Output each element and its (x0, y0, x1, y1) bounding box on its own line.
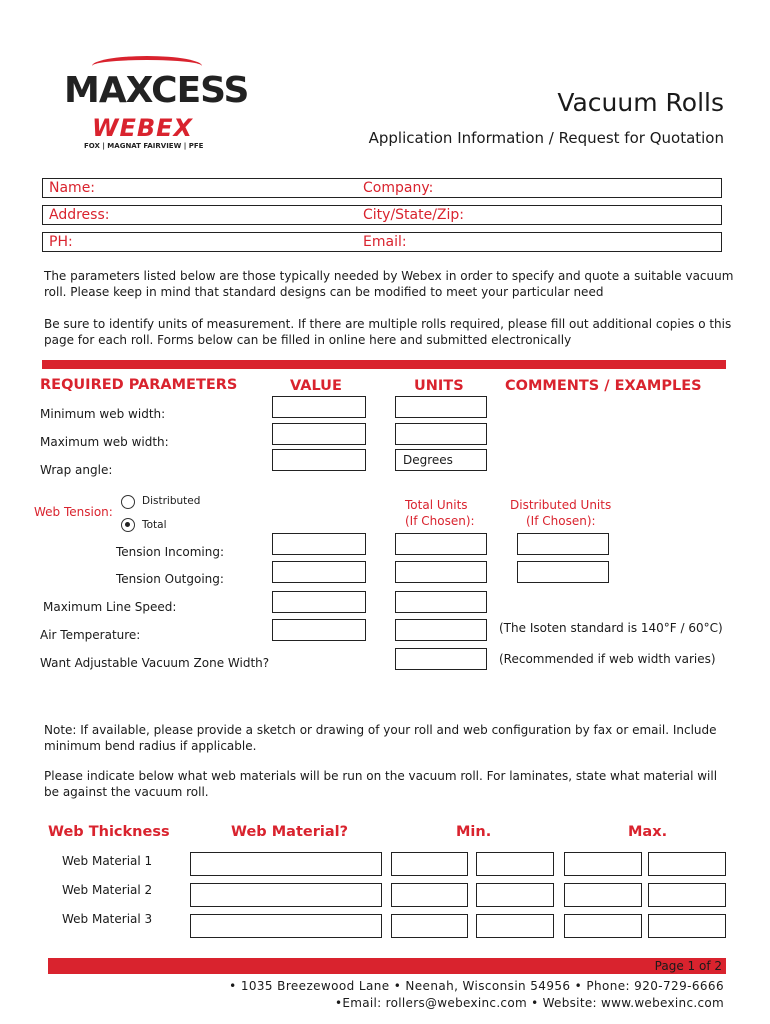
address-label: Address: (49, 207, 110, 223)
page-number: Page 1 of 2 (654, 959, 722, 973)
web-material-3-min-b[interactable] (476, 914, 554, 938)
adjustable-zone-note: (Recommended if web width varies) (499, 652, 716, 666)
web-material-3-input[interactable] (190, 914, 382, 938)
footer-address: • 1035 Breezewood Lane • Neenah, Wisconsin 54956 • Phone: 920-729-6666 (229, 979, 724, 993)
adjustable-zone-value[interactable] (395, 648, 487, 670)
tension-outgoing-label: Tension Outgoing: (116, 572, 224, 586)
tension-outgoing-dist-units[interactable] (517, 561, 609, 583)
units-header: UNITS (414, 378, 464, 394)
min-header: Min. (456, 824, 492, 840)
max-header: Max. (628, 824, 668, 840)
web-material-1-max-a[interactable] (564, 852, 642, 876)
wrap-angle-label: Wrap angle: (40, 463, 113, 477)
web-material-3-max-a[interactable] (564, 914, 642, 938)
tension-outgoing-units[interactable] (395, 561, 487, 583)
logo-sub-brand: WEBEX (92, 114, 194, 142)
maxcess-logo (64, 64, 249, 154)
logo-tagline: FOX | MAGNAT FAIRVIEW | PFE (84, 142, 204, 150)
distributed-label: Distributed (142, 495, 201, 507)
distributed-units-caption-2: (If Chosen): (526, 514, 596, 528)
phone-label: PH: (49, 234, 73, 250)
contact-row-name[interactable] (42, 178, 722, 198)
required-parameters-header: REQUIRED PARAMETERS (40, 377, 238, 393)
min-web-width-value[interactable] (272, 396, 366, 418)
email-label: Email: (363, 234, 407, 250)
web-thickness-header: Web Thickness (48, 824, 170, 840)
web-material-1-min-a[interactable] (391, 852, 468, 876)
adjustable-zone-label: Want Adjustable Vacuum Zone Width? (40, 656, 270, 670)
web-material-2-input[interactable] (190, 883, 382, 907)
tension-incoming-label: Tension Incoming: (116, 545, 224, 559)
max-web-width-label: Maximum web width: (40, 435, 169, 449)
value-header: VALUE (290, 378, 342, 394)
web-material-2-max-b[interactable] (648, 883, 726, 907)
tension-incoming-value[interactable] (272, 533, 366, 555)
name-label: Name: (49, 180, 96, 196)
max-web-width-units[interactable] (395, 423, 487, 445)
air-temperature-note: (The Isoten standard is 140°F / 60°C) (499, 621, 723, 635)
min-web-width-label: Minimum web width: (40, 407, 166, 421)
web-material-1-max-b[interactable] (648, 852, 726, 876)
page-title: Vacuum Rolls (557, 88, 724, 117)
footer-contact: •Email: rollers@webexinc.com • Website: www.webexinc.com (335, 996, 724, 1010)
materials-instruction: Please indicate below what web materials will be run on the vacuum roll. For laminates, state what material will be against the vacuum roll. (44, 769, 718, 799)
intro-paragraph-1: The parameters listed below are those typically needed by Webex in order to specify and quote a suitable vacuum roll. Please keep in mind that standard designs can be modified to meet your particular need (44, 269, 734, 299)
air-temperature-label: Air Temperature: (40, 628, 141, 642)
web-material-1-label: Web Material 1 (62, 854, 153, 868)
tension-incoming-units[interactable] (395, 533, 487, 555)
web-material-1-input[interactable] (190, 852, 382, 876)
max-line-speed-value[interactable] (272, 591, 366, 613)
web-material-2-min-a[interactable] (391, 883, 468, 907)
max-line-speed-label: Maximum Line Speed: (43, 600, 177, 614)
web-material-3-min-a[interactable] (391, 914, 468, 938)
tension-outgoing-value[interactable] (272, 561, 366, 583)
web-material-3-max-b[interactable] (648, 914, 726, 938)
footer-bar (48, 958, 726, 974)
web-material-3-label: Web Material 3 (62, 912, 153, 926)
page-subtitle: Application Information / Request for Quotation (368, 129, 724, 147)
distributed-units-caption-1: Distributed Units (510, 498, 612, 512)
distributed-radio[interactable] (121, 495, 135, 509)
total-label: Total (142, 519, 167, 531)
company-label: Company: (363, 180, 434, 196)
max-line-speed-units[interactable] (395, 591, 487, 613)
web-material-header: Web Material? (231, 824, 349, 840)
min-web-width-units[interactable] (395, 396, 487, 418)
contact-row-address[interactable] (42, 205, 722, 225)
web-material-1-min-b[interactable] (476, 852, 554, 876)
web-material-2-label: Web Material 2 (62, 883, 153, 897)
tension-incoming-dist-units[interactable] (517, 533, 609, 555)
total-units-caption-1: Total Units (405, 498, 468, 512)
comments-header: COMMENTS / EXAMPLES (505, 378, 702, 394)
wrap-angle-units-text: Degrees (403, 453, 453, 467)
wrap-angle-value[interactable] (272, 449, 366, 471)
contact-row-phone[interactable] (42, 232, 722, 252)
city-label: City/State/Zip: (363, 207, 465, 223)
note-paragraph: Note: If available, please provide a sketch or drawing of your roll and web configuration by fax or email. Include minimum bend radius if applicable. (44, 723, 717, 753)
total-radio[interactable] (121, 518, 135, 532)
air-temperature-units[interactable] (395, 619, 487, 641)
red-divider (42, 360, 726, 369)
max-web-width-value[interactable] (272, 423, 366, 445)
air-temperature-value[interactable] (272, 619, 366, 641)
web-material-2-min-b[interactable] (476, 883, 554, 907)
logo-brand: MAXCESS (64, 70, 249, 111)
web-tension-label: Web Tension: (34, 505, 113, 519)
intro-paragraph-2: Be sure to identify units of measurement. If there are multiple rolls required, please fill out additional copies o this page for each roll. Forms below can be filled in online here and submitted electronically (44, 317, 732, 347)
web-material-2-max-a[interactable] (564, 883, 642, 907)
wrap-angle-units[interactable] (395, 449, 487, 471)
total-units-caption-2: (If Chosen): (405, 514, 475, 528)
